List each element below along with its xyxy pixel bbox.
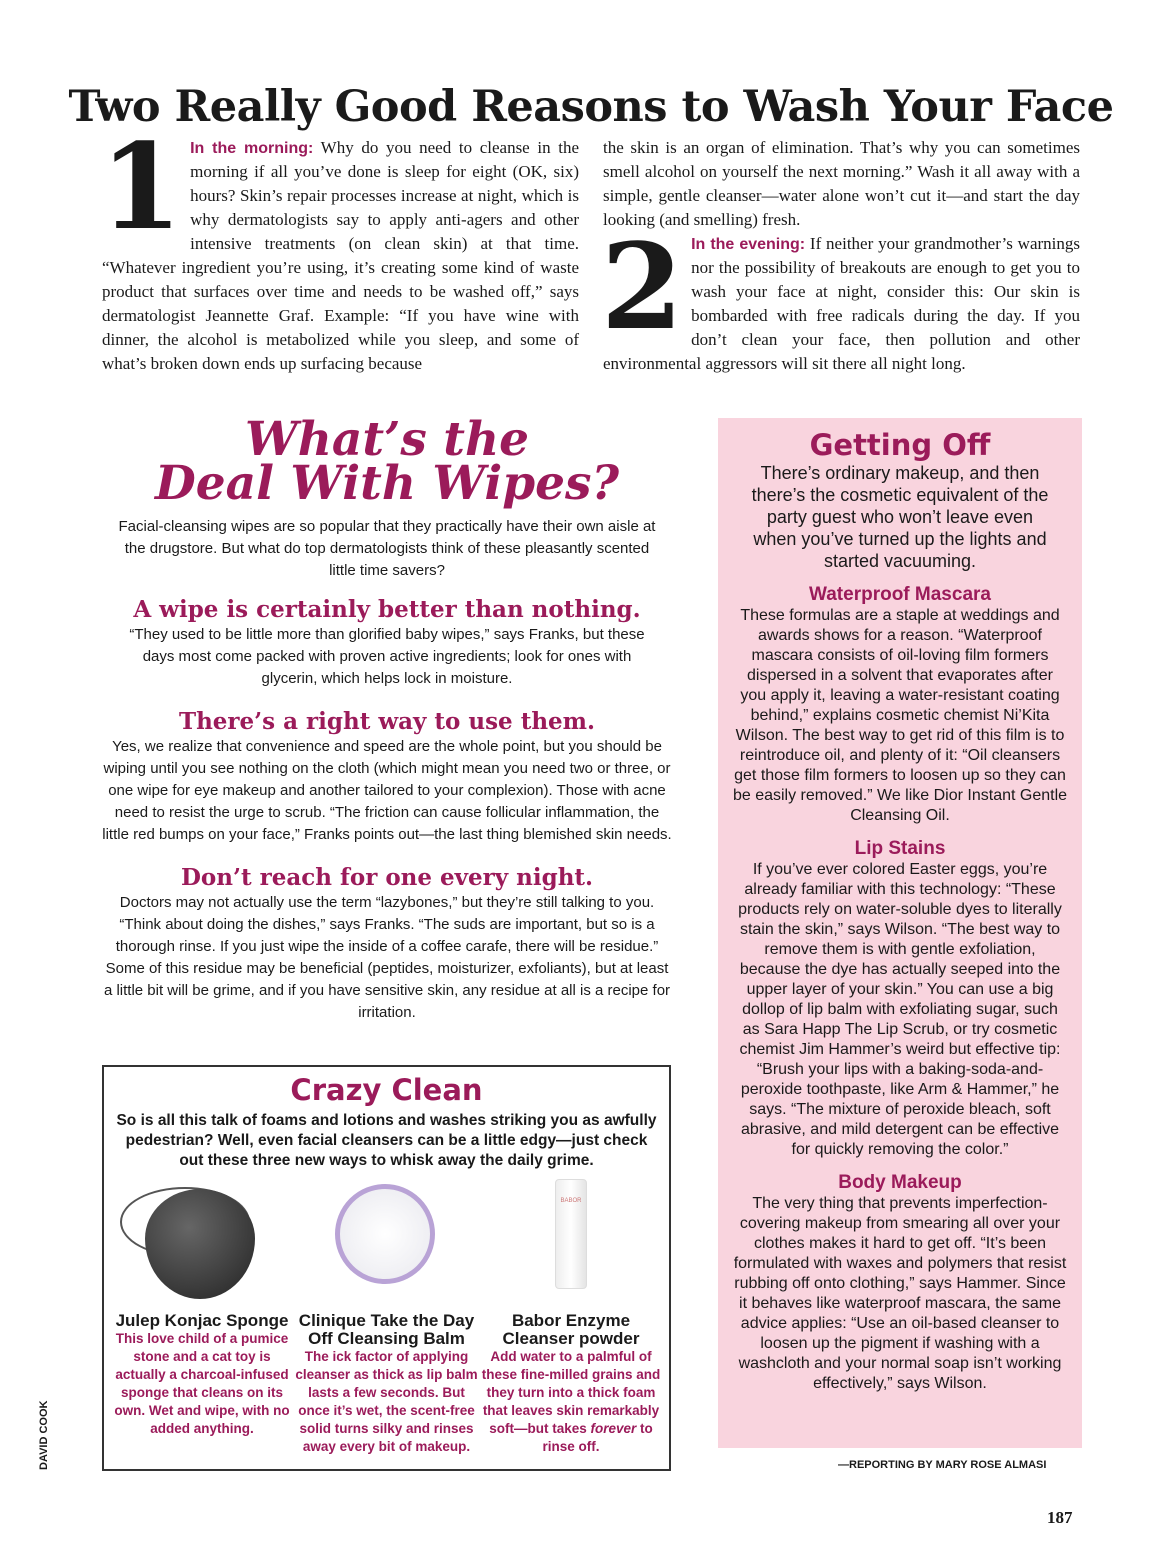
- product-desc: Add water to a palmful of these fine-milled grains and they turn into a thick foam that leaves skin remarkably soft—but takes forever to rinse off.: [481, 1349, 661, 1454]
- product-name: Julep Konjac Sponge: [115, 1311, 289, 1330]
- reporting-credit: —REPORTING BY MARY ROSE ALMASI: [838, 1459, 1047, 1471]
- wipes-heading: A wipe is certainly better than nothing.: [133, 596, 641, 623]
- product-name: Clinique Take the Day Off Cleansing Balm: [298, 1311, 475, 1348]
- getting-off-text: These formulas are a staple at weddings and awards shows for a reason. “Waterproof mascara consists of oil-loving film formers dispersed in a solvent that evaporates after you apply it, leaving a water-resistant coating behind,” explains cosmetic chemist Ni’Kita Wilson. The best way to get rid of this film is to reintroduce oil, and plenty of it: “Oil cleansers get those film formers to loosen up so they can be easily removed.” We like Dior Instant Gentle Cleansing Oil.: [732, 607, 1068, 824]
- wipes-section: [102, 412, 672, 1024]
- wipes-title: What’s the Deal With Wipes?: [155, 412, 619, 511]
- getting-off-text: If you’ve ever colored Easter eggs, you’re already familiar with this technology: “These products rely on water-soluble dyes to literally stain the skin,” says Wilson. “The best way to remove them is with gentle exfoliation, because the dye has actually seeped into the upper layer of your skin.” You can use a big dollop of lip balm with exfoliating sugar, such as Sara Happ The Lip Scrub, or try cosmetic chemist Jim Hammer’s weird but effective tip: “Brush your lips with a baking-soda-and-peroxide toothpaste, like Arm & Hammer,” he says. “The mixture of peroxide bleach, soft abrasive, and mild detergent can be effective for quickly removing the color.”: [738, 861, 1062, 1158]
- getting-off-title: Getting Off: [809, 428, 991, 462]
- reason-2-lead: In the evening:: [691, 236, 806, 253]
- page-number: 187: [1047, 1508, 1073, 1527]
- product-clinique-balm: [295, 1179, 479, 1456]
- getting-off-heading: Lip Stains: [854, 838, 946, 859]
- crazy-clean-box: [102, 1065, 671, 1471]
- reason-2-text: If neither your grandmother’s warnings nor the possibility of breakouts are enough to get you to wash your face at night, consider this: Our skin is bombarded with free radicals during the day. If you don’t clean your face, then pollution and other environmental aggressors will sit there all night long.: [603, 234, 1080, 373]
- reason-1-lead: In the morning:: [190, 140, 314, 157]
- sponge-image: [110, 1179, 294, 1304]
- powder-bottle-image: [479, 1179, 663, 1304]
- wipes-text: Doctors may not actually use the term “lazybones,” but they’re still talking to you. “Think about doing the dishes,” says Franks. “The suds are important, but so is a thorough rinse. If you just wipe the inside of a coffee carafe, there will be residue.” Some of this residue may be beneficial (peptides, moisturizer, exfoliants), but at least a little bit will be grime, and if you have sensitive skin, any residue at all is a recipe for irritation.: [103, 894, 671, 1021]
- getting-off-heading: Waterproof Mascara: [809, 584, 991, 605]
- bottle-label: BABOR: [555, 1179, 587, 1289]
- reason-2-column: [603, 136, 1080, 376]
- article-title: Two Really Good Reasons to Wash Your Face: [68, 82, 1114, 132]
- getting-off-heading: Body Makeup: [838, 1172, 962, 1193]
- drop-cap-2: 2: [601, 217, 684, 356]
- product-desc: The ick factor of applying cleanser as thick as lip balm lasts a few seconds. But once it’s wet, the scent-free solid turns silky and rinses away every bit of makeup.: [295, 1349, 478, 1454]
- getting-off-intro: There’s ordinary makeup, and then there’s the cosmetic equivalent of the party guest who won’t leave even when you’ve turned up the lights and started vacuuming.: [751, 463, 1049, 571]
- balm-jar-image: [295, 1179, 479, 1304]
- wipes-text: “They used to be little more than glorified baby wipes,” says Franks, but these days most come packed with proven active ingredients; look for ones with glycerin, which helps lock in moisture.: [129, 626, 645, 687]
- product-julep-sponge: [110, 1179, 294, 1456]
- drop-cap-1: 1: [100, 117, 183, 256]
- crazy-clean-intro: So is all this talk of foams and lotions and washes striking you as awfully pedestrian? Well, even facial cleansers can be a little edgy—just check out these three new ways to whisk away the daily grime.: [116, 1112, 657, 1169]
- reason-1-continued: the skin is an organ of elimination. That’s why you can sometimes smell alcohol on yourself the next morning.” Wash it all away with a simple, gentle cleanser—water alone won’t cut it—and start the day looking (and smelling) fresh.: [603, 138, 1080, 229]
- getting-off-text: The very thing that prevents imperfection-covering makeup from smearing all over your clothes makes it hard to get off. “It’s been formulated with waxes and polymers that resist rubbing off onto clothing,” says Hammer. Since it behaves like waterproof mascara, the same advice applies: “Use an oil-based cleanser to loosen up the pigment if washing with a washcloth and your normal soap isn’t working effectively,” says Wilson.: [733, 1195, 1067, 1392]
- wipes-heading: Don’t reach for one every night.: [180, 864, 594, 891]
- reason-1-text: Why do you need to cleanse in the morning if all you’ve done is sleep for eight (OK, six) hours? Skin’s repair processes increase at night, which is why dermatologists say to apply anti-agers and other intensive treatments (on clean skin) at that time. “Whatever ingredient you’re using, it’s creating some kind of waste product that surfaces over time and needs to be washed off,” says dermatologist Jeannette Graf. Example: “If you have wine with dinner, the alcohol is metabolized while you sleep, and some of what’s broken down ends up surfacing because: [102, 138, 579, 373]
- wipes-intro: Facial-cleansing wipes are so popular that they practically have their own aisle at the drugstore. But what do top dermatologists think of these pleasantly scented little time savers?: [118, 518, 656, 579]
- product-babor-powder: [479, 1179, 663, 1456]
- product-desc: This love child of a pumice stone and a cat toy is actually a charcoal-infused sponge that cleans on its own. Wet and wipe, with no added anything.: [114, 1331, 290, 1436]
- wipes-text: Yes, we realize that convenience and speed are the whole point, but you should be wiping until you see nothing on the cloth (which might mean you need two or three, or one wipe for eye makeup and another tailored to your complexion). Those with acne need to resist the urge to scrub. “The friction can cause follicular inflammation, the little red bumps on your face,” Franks points out—the last thing blemished skin needs.: [102, 738, 672, 843]
- photo-credit: DAVID COOK: [38, 1400, 50, 1470]
- crazy-clean-title: Crazy Clean: [290, 1073, 483, 1107]
- getting-off-sidebar: [718, 418, 1082, 1448]
- product-name: Babor Enzyme Cleanser powder: [502, 1311, 640, 1348]
- reason-1-column: [100, 117, 579, 376]
- wipes-heading: There’s a right way to use them.: [178, 708, 596, 735]
